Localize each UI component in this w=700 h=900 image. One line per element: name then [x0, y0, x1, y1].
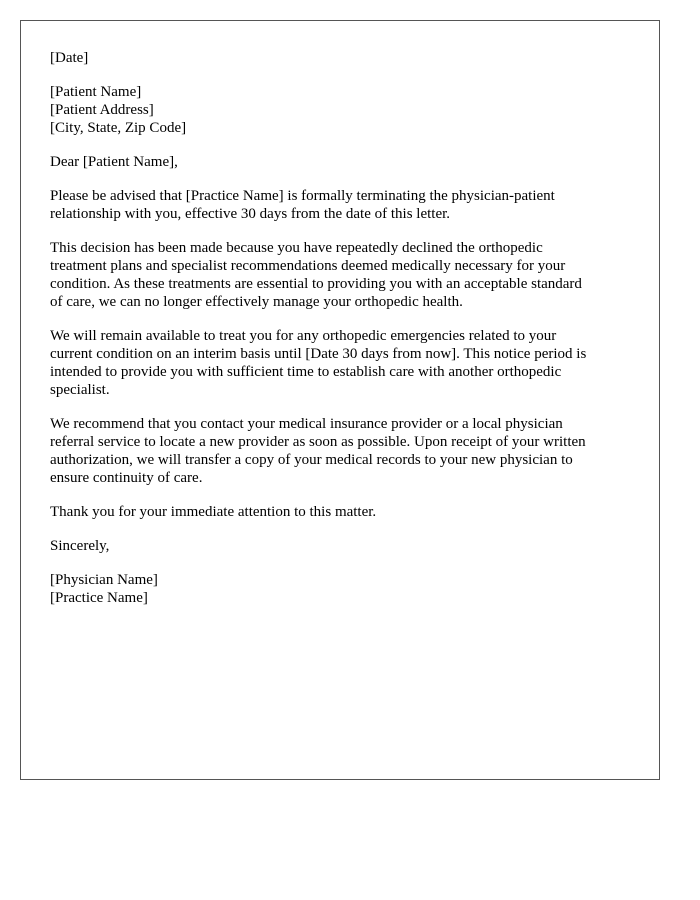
text-line: condition. As these treatments are essential to providing you with an acceptable standard	[50, 276, 582, 292]
recipient-block	[50, 83, 650, 137]
text-line: Thank you for your immediate attention to this matter.	[50, 504, 377, 520]
interim-care-paragraph	[50, 327, 650, 399]
text-line: [Patient Address]	[50, 102, 154, 118]
signature-block	[50, 571, 650, 607]
text-line: Dear [Patient Name],	[50, 154, 178, 170]
closing	[50, 537, 650, 555]
text-line: authorization, we will transfer a copy of your medical records to your new physician to	[50, 452, 573, 468]
text-line: ensure continuity of care.	[50, 470, 203, 486]
text-line: We will remain available to treat you for any orthopedic emergencies related to your	[50, 328, 557, 344]
thank-you-line	[50, 503, 650, 521]
text-line: current condition on an interim basis until [Date 30 days from now]. This notice period is	[50, 346, 587, 362]
records-paragraph	[50, 415, 650, 487]
termination-paragraph	[50, 187, 650, 223]
text-line: [Physician Name]	[50, 572, 158, 588]
text-line: We recommend that you contact your medical insurance provider or a local physician	[50, 416, 563, 432]
salutation	[50, 153, 650, 171]
date-line	[50, 49, 650, 67]
text-line: of care, we can no longer effectively manage your orthopedic health.	[50, 294, 463, 310]
text-line: [Practice Name]	[50, 590, 148, 606]
text-line: [Date]	[50, 50, 89, 66]
text-line: relationship with you, effective 30 days from the date of this letter.	[50, 206, 451, 222]
text-line: This decision has been made because you have repeatedly declined the orthopedic	[50, 240, 543, 256]
letter-page	[20, 20, 660, 780]
text-line: Please be advised that [Practice Name] is formally terminating the physician-patient	[50, 188, 555, 204]
text-line: specialist.	[50, 382, 110, 398]
text-line: referral service to locate a new provider as soon as possible. Upon receipt of your written	[50, 434, 586, 450]
text-line: treatment plans and specialist recommendations deemed medically necessary for your	[50, 258, 566, 274]
text-line: Sincerely,	[50, 538, 110, 554]
text-line: [Patient Name]	[50, 84, 142, 100]
text-line: intended to provide you with sufficient time to establish care with another orthopedic	[50, 364, 562, 380]
reason-paragraph	[50, 239, 650, 311]
letter-body	[50, 49, 650, 623]
text-line: [City, State, Zip Code]	[50, 120, 187, 136]
